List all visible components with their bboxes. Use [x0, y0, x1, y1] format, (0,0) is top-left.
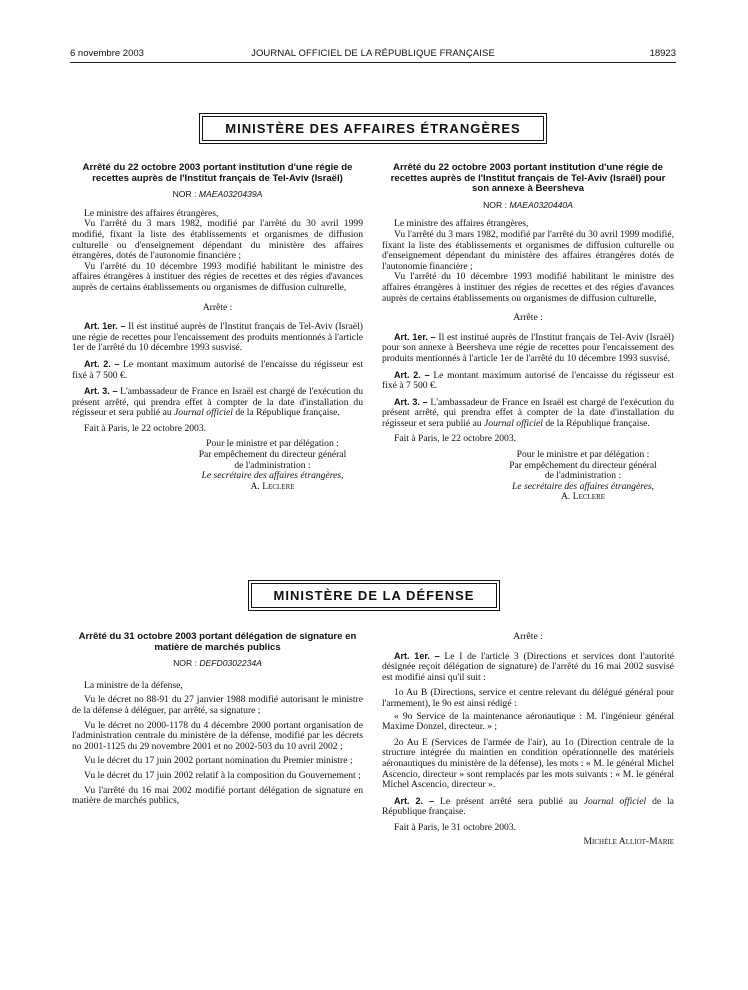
paragraph: Vu l'arrêté du 16 mai 2002 modifié portant délégation de signature en matière de marchés publics,: [72, 784, 363, 807]
article-text: L'ambassadeur de France en Israël est chargé de l'exécution du présent arrêté, qui prendra effet à compter de la date d'installation du régisseur et sera publié au: [382, 396, 674, 429]
journal-officiel: Journal officiel: [583, 795, 647, 807]
article-label: Art. 2. –: [394, 369, 430, 380]
paragraph: Le ministre des affaires étrangères,: [394, 218, 529, 230]
signature-line: de l'administration :: [234, 459, 311, 471]
paragraph: Vu le décret du 17 juin 2002 relatif à la composition du Gouvernement ;: [84, 769, 361, 781]
article-text-end: de la République française.: [545, 417, 650, 429]
nor-label: NOR :: [172, 189, 197, 200]
decree-title: Arrêté du 31 octobre 2003 portant délégation de signature en matière de marchés publics: [78, 631, 357, 653]
paragraph: Vu l'arrêté du 3 mars 1982, modifié par l'arrêté du 30 avril 1999 modifié, fixant la liste des établissements et organismes de diffusion culturelle ou d'enseignement dépendant du ministère des affaires étrangères dotés de l'autonomie financière ;: [382, 228, 674, 272]
article-label: Art. 2. –: [394, 795, 435, 806]
signature-line: Par empêchement du directeur général: [198, 449, 347, 461]
paragraph: Vu le décret du 17 juin 2002 portant nomination du Premier ministre ;: [84, 755, 353, 767]
article-label: Art. 1er. –: [394, 650, 440, 661]
ministry-box-foreign-affairs: [199, 113, 547, 144]
article-2: [382, 796, 674, 818]
header-page-number: 18923: [649, 48, 676, 59]
ministry-heading-foreign-affairs: MINISTÈRE DES AFFAIRES ÉTRANGÈRES: [202, 116, 544, 141]
signatory-name: A. Leclere: [250, 480, 295, 492]
decree-defense-articles: [382, 632, 674, 847]
article-text: Le montant maximum autorisé de l'encaisse du régisseur est fixé à 7 500 €.: [72, 358, 363, 381]
decree-beersheva: [382, 163, 674, 503]
paragraph: « 9o Service de la maintenance aéronautique : M. l'ingénieur général Maxime Donzel, directeur. » ;: [382, 710, 674, 733]
paragraph: Vu l'arrêté du 10 décembre 1993 modifié habilitant le ministre des affaires étrangères à instituer des régies de recettes et des régies d'avances auprès de certains établissements ou organismes de diffusion culturelle,: [72, 260, 363, 293]
nor-line: [72, 658, 363, 669]
header-date: 6 novembre 2003: [70, 48, 144, 59]
paragraph: Le ministre des affaires étrangères,: [84, 207, 219, 219]
signatory-title: Le secrétaire des affaires étrangères,: [201, 470, 344, 482]
fait-line: Fait à Paris, le 22 octobre 2003.: [394, 433, 517, 445]
nor-label: NOR :: [173, 658, 197, 669]
article-1: [72, 321, 363, 354]
nor-line: [382, 200, 674, 211]
article-1: [382, 332, 674, 365]
fait-line: Fait à Paris, le 31 octobre 2003.: [394, 821, 517, 833]
article-2: [72, 359, 363, 381]
ministry-box-defense: [248, 580, 500, 611]
paragraph: Vu l'arrêté du 3 mars 1982, modifié par l'arrêté du 30 avril 1999 modifié, fixant la liste des établissements et organismes de diffusion culturelle ou d'enseignement dépendant du ministère des affaires étrangères, dotés de l'autonomie financière ;: [72, 218, 363, 262]
article-3: [382, 397, 674, 430]
signature-line: de l'administration :: [544, 470, 622, 482]
ministry-heading-defense: MINISTÈRE DE LA DÉFENSE: [251, 583, 497, 608]
arrete-heading: Arrête :: [513, 312, 543, 324]
article-1: [382, 651, 674, 684]
paragraph: Vu le décret no 88-91 du 27 janvier 1988 modifié autorisant le ministre de la défense à déléguer, par arrêté, sa signature ;: [72, 694, 363, 716]
nor-code: MAEA0320439A: [198, 189, 263, 200]
fait-line: Fait à Paris, le 22 octobre 2003.: [84, 422, 207, 434]
paragraph: La ministre de la défense,: [84, 679, 183, 691]
arrete-heading: Arrête :: [202, 301, 233, 313]
page-header: [70, 48, 676, 62]
signatory-title: Le secrétaire des affaires étrangères,: [511, 480, 654, 492]
paragraph: 1o Au B (Directions, service et centre relevant du délégué général pour l'armement), le 9o est ainsi rédigé :: [382, 687, 674, 709]
decree-defense-preamble: [72, 632, 363, 807]
signatory-name: A. Leclere: [560, 491, 606, 503]
article-3: [72, 386, 363, 419]
paragraph: Vu l'arrêté du 10 décembre 1993 modifié habilitant le ministre des affaires étrangères à instituer des régies de recettes et des régies d'avances auprès de certains établissements ou organismes de diffusion culturelle,: [382, 271, 674, 304]
article-text: Le I de l'article 3 (Directions et services dont l'autorité désignée reçoit délégation de signature) de l'arrêté du 16 mai 2002 susvisé est modifié ainsi qu'il suit :: [382, 650, 675, 683]
article-text: L'ambassadeur de France en Israël est chargé de l'exécution du présent arrêté, qui prendra effet à compter de la date d'installation du régisseur et sera publié au: [72, 386, 364, 419]
nor-line: [72, 189, 363, 200]
article-label: Art. 3. –: [394, 396, 428, 407]
article-label: Art. 2. –: [84, 358, 120, 369]
signature-line: Pour le ministre et par délégation :: [206, 438, 339, 450]
nor-code: DEFD0302234A: [199, 658, 262, 669]
nor-label: NOR :: [483, 199, 507, 210]
article-text-end: de la République française.: [382, 795, 675, 818]
paragraph: 2o Au E (Services de l'armée de l'air), au 1o (Direction centrale de la structure intégrée du maintien en condition opérationnelle des matériels aéronautiques du ministère de la défense), les mots : « M. le général Michel Ascencio, directeur » sont remplacés par les mots suivants : « M. le général Michel Ascencio, directeur ».: [382, 736, 674, 791]
decree-title: Arrêté du 22 octobre 2003 portant institution d'une régie de recettes auprès de l'Institut français de Tel-Aviv (Israël): [82, 162, 353, 184]
decree-tel-aviv: [72, 163, 363, 492]
signature-line: Par empêchement du directeur général: [509, 459, 657, 471]
arrete-heading: Arrête :: [513, 631, 543, 642]
article-text: Le montant maximum autorisé de l'encaisse du régisseur est fixé à 7 500 €.: [382, 369, 674, 392]
journal-officiel: Journal officiel: [484, 417, 543, 429]
article-2: [382, 370, 674, 392]
article-label: Art. 1er. –: [394, 331, 436, 342]
paragraph: Vu le décret no 2000-1178 du 4 décembre 2000 portant organisation de l'administration centrale du ministère de la défense, modifié par les décrets no 2001-1125 du 29 novembre 2001 et no 2002-503 du 10 avril 2002 ;: [72, 719, 363, 752]
header-rule: [70, 62, 676, 63]
header-journal-title: JOURNAL OFFICIEL DE LA RÉPUBLIQUE FRANÇAISE: [251, 48, 495, 59]
article-text: Il est institué auprès de l'Institut français de Tel-Aviv (Israël) pour son annexe à Beersheva une régie de recettes pour l'encaissement des produits mentionnés à l'article 1er de l'arrêté du 10 décembre 1993 susvisé.: [382, 331, 674, 364]
article-label: Art. 1er. –: [84, 321, 126, 332]
signatory-name: Michèle Alliot-Marie: [583, 835, 674, 847]
signature-line: Pour le ministre et par délégation :: [516, 449, 650, 461]
nor-code: MAEA0320440A: [509, 199, 573, 210]
article-text: Le présent arrêté sera publié au: [440, 795, 578, 807]
article-label: Art. 3. –: [84, 386, 118, 397]
article-text: Il est institué auprès de l'Institut français de Tel-Aviv (Israël) une régie de recettes pour l'encaissement des produits mentionnés à l'article 1er de l'arrêté du 10 décembre 1993 susvisé.: [72, 321, 363, 354]
article-text-end: de la République française.: [235, 407, 340, 419]
decree-title: Arrêté du 22 octobre 2003 portant institution d'une régie de recettes auprès de l'Institut français de Tel-Aviv (Israël) pour son annexe à Beersheva: [390, 162, 666, 195]
journal-officiel: Journal officiel: [174, 407, 233, 419]
